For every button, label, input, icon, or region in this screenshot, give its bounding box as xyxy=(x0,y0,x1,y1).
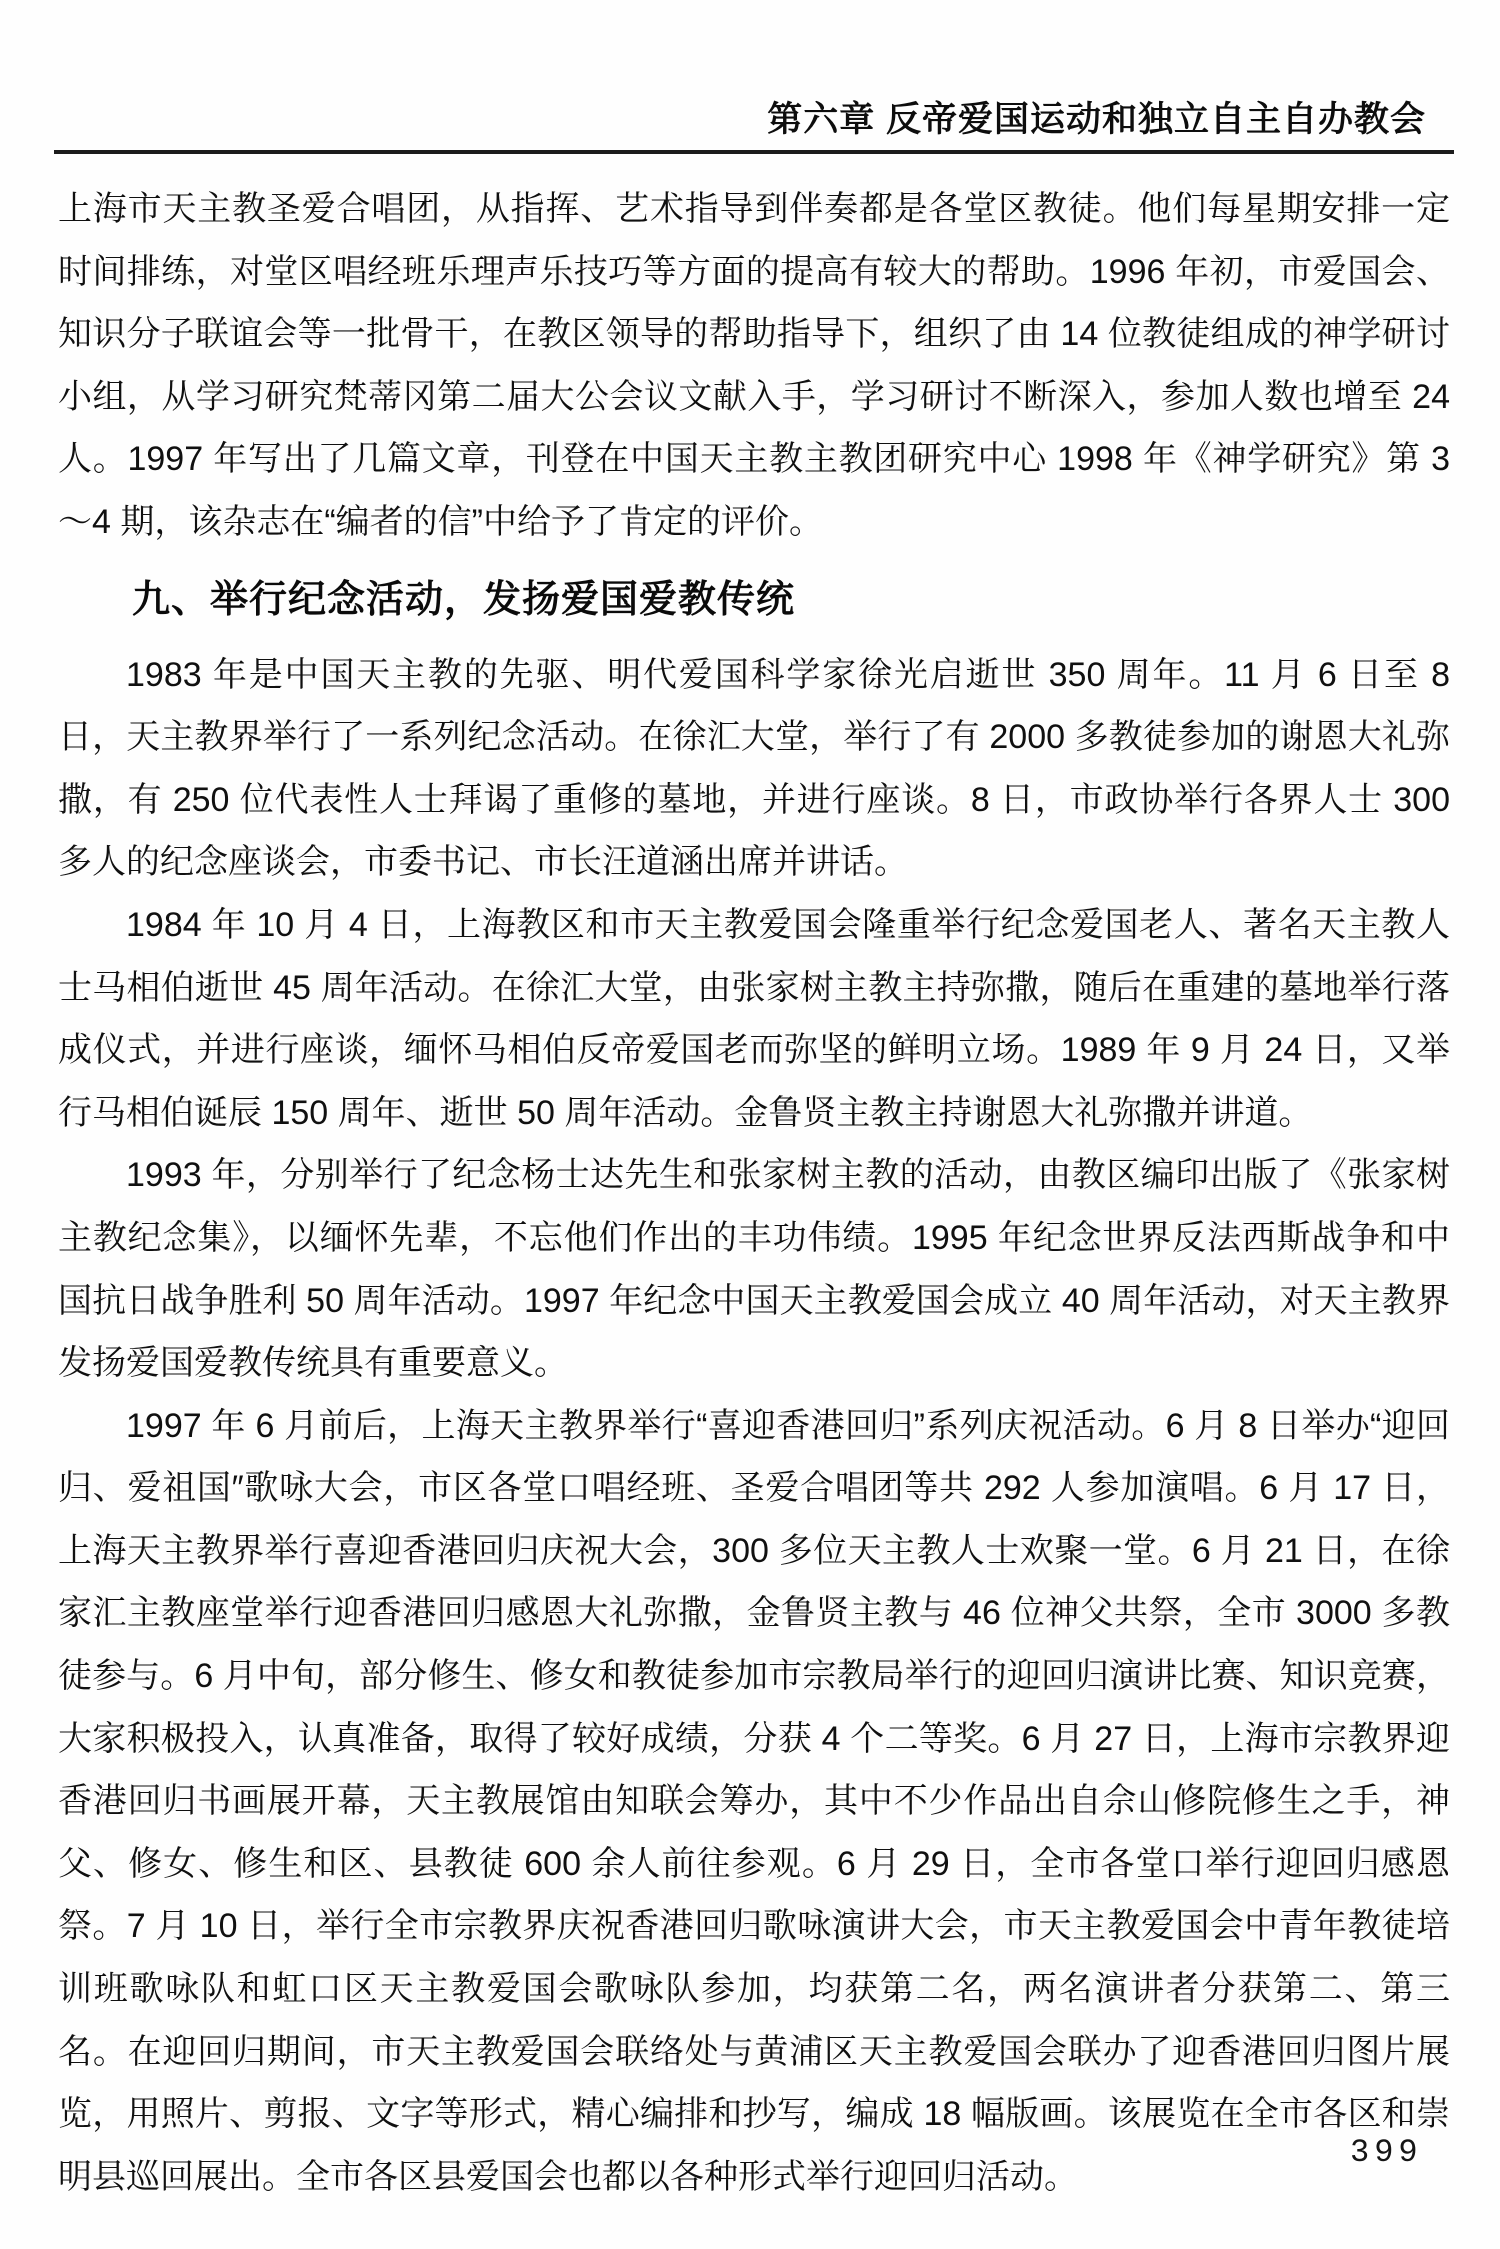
section-heading: 九、举行纪念活动，发扬爱国爱教传统 xyxy=(132,578,796,621)
header-divider-rule xyxy=(54,150,1454,154)
body-paragraph: 1984 年 10 月 4 日，上海教区和市天主教爱国会隆重举行纪念爱国老人、著名天主教人士马相伯逝世 45 周年活动。在徐汇大堂，由张家树主教主持弥撒，随后在重建的墓地举行落成仪式，并进行座谈，缅怀马相伯反帝爱国老而弥坚的鲜明立场。1989 年 9 月 24 日，又举行马相伯诞辰 150 周年、逝世 50 周年活动。金鲁贤主教主持谢恩大礼弥撒并讲道。 xyxy=(58,905,1450,1132)
chapter-running-header: 第六章 反帝爱国运动和独立自主自办教会 xyxy=(767,100,1426,139)
body-paragraph: 1997 年 6 月前后，上海天主教界举行“喜迎香港回归”系列庆祝活动。6 月 8 日举办“迎回归、爱祖国″歌咏大会，市区各堂口唱经班、圣爱合唱团等共 292 人参加演唱。6 月 17 日，上海天主教界举行喜迎香港回归庆祝大会，300 多位天主教人士欢聚一堂。6 月 21 日，在徐家汇主教座堂举行迎香港回归感恩大礼弥撒，金鲁贤主教与 46 位神父共祭，全市 3000 多教徒参与。6 月中旬，部分修生、修女和教徒参加市宗教局举行的迎回归演讲比赛、知识竞赛，大家积极投入，认真准备，取得了较好成绩，分获 4 个二等奖。6 月 27 日，上海市宗教界迎香港回归书画展开幕，天主教展馆由知联会筹办，其中不少作品出自佘山修院修生之手，神父、修女、修生和区、县教徒 600 余人前往参观。6 月 29 日，全市各堂口举行迎回归感恩祭。7 月 10 日，举行全市宗教界庆祝香港回归歌咏演讲大会，市天主教爱国会中青年教徒培训班歌咏队和虹口区天主教爱国会歌咏队参加，均获第二名，两名演讲者分获第二、第三名。在迎回归期间，市天主教爱国会联络处与黄浦区天主教爱国会联办了迎香港回归图片展览，用照片、剪报、文字等形式，精心编排和抄写，编成 18 幅版画。该展览在全市各区和崇明县巡回展出。全市各区县爱国会也都以各种形式举行迎回归活动。 xyxy=(58,1406,1450,2196)
page-body-text xyxy=(58,178,1450,2208)
intro-paragraph: 上海市天主教圣爱合唱团，从指挥、艺术指导到伴奏都是各堂区教徒。他们每星期安排一定时间排练，对堂区唱经班乐理声乐技巧等方面的提高有较大的帮助。1996 年初，市爱国会、知识分子联谊会等一批骨干，在教区领导的帮助指导下，组织了由 14 位教徒组成的神学研讨小组，从学习研究梵蒂冈第二届大公会议文献入手，学习研讨不断深入，参加人数也增至 24 人。1997 年写出了几篇文章，刊登在中国天主教主教团研究中心 1998 年《神学研究》第 3～4 期，该杂志在“编者的信”中给予了肯定的评价。 xyxy=(58,190,1450,541)
page-number: 399 xyxy=(1350,2134,1423,2171)
body-paragraph: 1993 年，分别举行了纪念杨士达先生和张家树主教的活动，由教区编印出版了《张家树主教纪念集》，以缅怀先辈，不忘他们作出的丰功伟绩。1995 年纪念世界反法西斯战争和中国抗日战争胜利 50 周年活动。1997 年纪念中国天主教爱国会成立 40 周年活动，对天主教界发扬爱国爱教传统具有重要意义。 xyxy=(58,1156,1450,1383)
body-paragraph: 1983 年是中国天主教的先驱、明代爱国科学家徐光启逝世 350 周年。11 月 6 日至 8 日，天主教界举行了一系列纪念活动。在徐汇大堂，举行了有 2000 多教徒参加的谢恩大礼弥撒，有 250 位代表性人士拜谒了重修的墓地，并进行座谈。8 日，市政协举行各界人士 300 多人的纪念座谈会，市委书记、市长汪道涵出席并讲话。 xyxy=(58,655,1450,882)
